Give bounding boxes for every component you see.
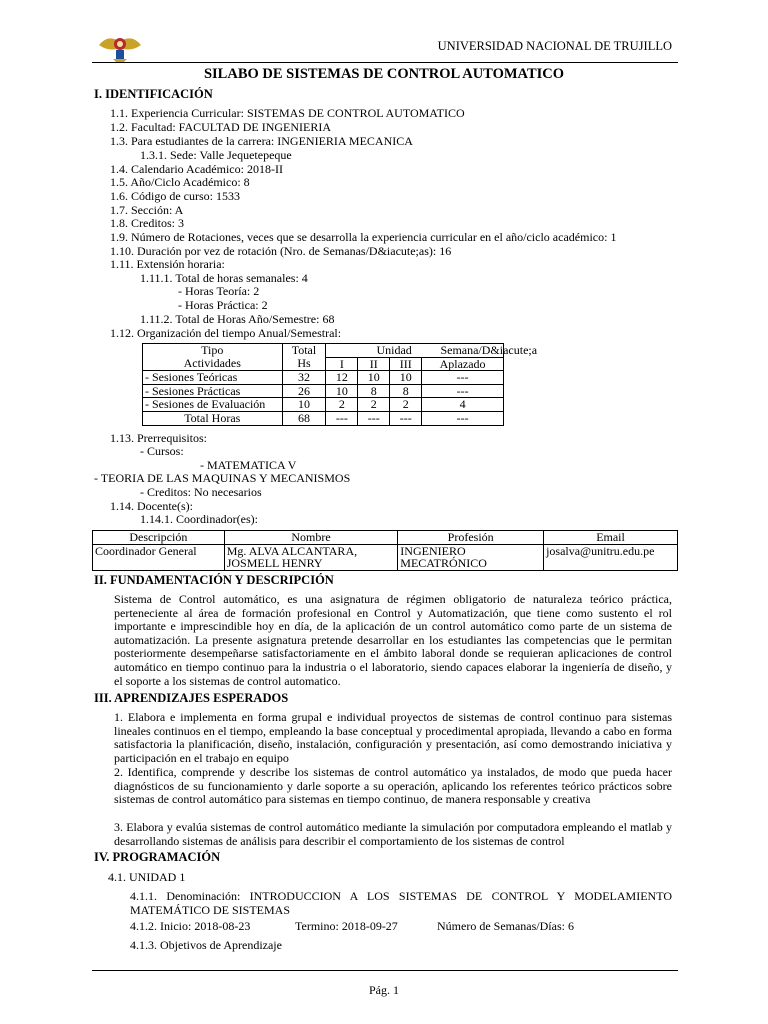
- table-cell: ---: [422, 411, 504, 425]
- table-cell: 2: [358, 398, 390, 412]
- table-header-cell: III: [390, 357, 422, 371]
- table-row: [93, 531, 678, 545]
- table-header-cell: Hs: [282, 357, 326, 371]
- ident-line: - Cursos:: [140, 444, 184, 458]
- ident-line: - Horas Práctica: 2: [178, 298, 268, 312]
- table-cell: 2: [326, 398, 358, 412]
- ident-line: 1.6. Código de curso: 1533: [110, 189, 240, 203]
- ident-line: 1.3.1. Sede: Valle Jequetepeque: [140, 148, 292, 162]
- table-header-cell: Tipo: [143, 344, 283, 358]
- table-header-cell: Aplazado: [422, 357, 504, 371]
- table-row: [143, 344, 504, 358]
- unidad-title: 4.1. UNIDAD 1: [108, 870, 186, 884]
- ident-line: 1.7. Sección: A: [110, 203, 184, 217]
- ident-line: 1.11.2. Total de Horas Año/Semestre: 68: [140, 312, 335, 326]
- section-aprendizajes: III. APRENDIZAJES ESPERADOS: [94, 691, 289, 705]
- table-cell: ---: [422, 371, 504, 385]
- table-row: [143, 398, 504, 412]
- table-cell: Coordinador General: [93, 544, 225, 570]
- table-cell: ---: [326, 411, 358, 425]
- unidad-objetivos: 4.1.3. Objetivos de Aprendizaje: [130, 938, 282, 952]
- table-header-cell: [326, 343, 538, 358]
- table-header-unidad: Unidad: [376, 343, 412, 357]
- coordinator-table: [92, 530, 678, 571]
- table-row: [143, 384, 504, 398]
- ident-line: - TEORIA DE LAS MAQUINAS Y MECANISMOS: [94, 471, 351, 485]
- coordinator-name-line: Mg. ALVA ALCANTARA,: [226, 543, 358, 558]
- page-number: Pág. 1: [369, 983, 399, 997]
- ident-line: 1.8. Creditos: 3: [110, 216, 184, 230]
- unidad-semanas: Número de Semanas/Días: 6: [437, 919, 574, 933]
- table-cell: ---: [390, 411, 422, 425]
- unidad-termino: Termino: 2018-09-27: [295, 919, 398, 933]
- header-divider: [92, 62, 678, 63]
- ident-line: - Creditos: No necesarios: [140, 485, 262, 499]
- coordinator-name-line: JOSMELL HENRY: [226, 556, 323, 571]
- fundamentacion-paragraph: Sistema de Control automático, es una asignatura de régimen obligatorio de naturaleza teórico práctica, perteneciente al área de formación profesional en Control y Automatización, que tiene como sustento el rol importante e imprescindible hoy en día, de la aplicación de un control automático como parte de un sistema de automatización. La presente asignatura pretende desarrollar en los estudiantes las competencias que le permitan posteriormente desempeñarse satisfactoriamente en el ámbito laboral donde se requieran aplicaciones de control automático en tiempo continuo para la industria o el laboratorio, siendo capaces elaborar la ingeniería de diseño, y el soporte a los sistemas de control automatico.: [114, 592, 672, 688]
- unidad-inicio: 4.1.2. Inicio: 2018-08-23: [130, 919, 251, 933]
- table-cell: 68: [282, 411, 326, 425]
- table-cell: - Sesiones Prácticas: [143, 384, 283, 398]
- section-identificacion: I. IDENTIFICACIÓN: [94, 87, 213, 101]
- section-fundamentacion: II. FUNDAMENTACIÓN Y DESCRIPCIÓN: [94, 573, 334, 587]
- time-organization-table: [142, 343, 538, 426]
- ident-line: - Horas Teoría: 2: [178, 284, 260, 298]
- ident-line: 1.3. Para estudiantes de la carrera: INGENIERIA MECANICA: [110, 134, 413, 148]
- table-cell: 10: [326, 384, 358, 398]
- table-cell: 8: [358, 384, 390, 398]
- table-cell: ---: [358, 411, 390, 425]
- table-cell: 4: [422, 398, 504, 412]
- table-cell: 10: [390, 371, 422, 385]
- ident-line: 1.14.1. Coordinador(es):: [140, 512, 258, 526]
- table-header-cell: Descripción: [93, 531, 225, 545]
- table-cell: 12: [326, 371, 358, 385]
- ident-line: - MATEMATICA V: [200, 458, 297, 472]
- ident-line: 1.5. Año/Ciclo Académico: 8: [110, 175, 250, 189]
- table-cell: - Sesiones de Evaluación: [143, 398, 283, 412]
- table-header-cell: Nombre: [224, 531, 398, 545]
- ident-line: 1.11.1. Total de horas semanales: 4: [140, 271, 308, 285]
- footer-divider: [92, 970, 678, 971]
- table-cell: 10: [358, 371, 390, 385]
- table-cell: Total Horas: [143, 411, 283, 425]
- table-cell: 32: [282, 371, 326, 385]
- university-logo-icon: [97, 31, 143, 63]
- table-header-cell: Email: [544, 531, 678, 545]
- table-header-cell: Actividades: [143, 357, 283, 371]
- ident-line: 1.4. Calendario Académico: 2018-II: [110, 162, 283, 176]
- table-row: [143, 357, 504, 371]
- ident-line: 1.1. Experiencia Curricular: SISTEMAS DE CONTROL AUTOMATICO: [110, 106, 465, 120]
- ident-line: 1.2. Facultad: FACULTAD DE INGENIERIA: [110, 120, 332, 134]
- table-cell: [398, 544, 544, 570]
- ident-line: 1.13. Prerrequisitos:: [110, 431, 207, 445]
- aprendizaje-item: 1. Elabora e implementa en forma grupal e individual proyectos de sistemas de control continuo para sistemas lineales continuos en el tiempo, empleando la base conceptual y procedimental apropiada, llevando a cabo en forma satisfactoria la planificación, diseño, instalación, configuración y presentación, así como demostrando iniciativa y participación en el trabajo en equipo: [114, 710, 672, 765]
- table-cell: [224, 544, 398, 570]
- university-name: UNIVERSIDAD NACIONAL DE TRUJILLO: [437, 39, 672, 53]
- table-header-cell: Profesión: [398, 531, 544, 545]
- table-header-cell: Total: [282, 344, 326, 358]
- table-cell: 8: [390, 384, 422, 398]
- table-cell: 26: [282, 384, 326, 398]
- table-header-semana: Semana/D&iacute;a: [440, 343, 538, 357]
- coordinator-profession-line: INGENIERO: [400, 543, 466, 558]
- table-header-cell: I: [326, 357, 358, 371]
- ident-line: 1.10. Duración por vez de rotación (Nro. de Semanas/D&iacute;as): 16: [110, 244, 452, 258]
- document-title: SILABO DE SISTEMAS DE CONTROL AUTOMATICO: [203, 66, 565, 82]
- coordinator-email: josalva@unitru.edu.pe: [544, 544, 678, 570]
- table-row: [93, 544, 678, 570]
- unidad-denominacion: 4.1.1. Denominación: INTRODUCCION A LOS SISTEMAS DE CONTROL Y MODELAMIENTO MATEMÁTICO DE SISTEMAS: [130, 889, 672, 917]
- ident-line: 1.12. Organización del tiempo Anual/Semestral:: [110, 326, 342, 340]
- coordinator-profession-line: MECATRÓNICO: [400, 556, 487, 571]
- table-cell: 2: [390, 398, 422, 412]
- table-cell: 10: [282, 398, 326, 412]
- table-cell: - Sesiones Teóricas: [143, 371, 283, 385]
- table-row: [143, 411, 504, 425]
- section-programacion: IV. PROGRAMACIÓN: [94, 850, 221, 864]
- ident-line: 1.9. Número de Rotaciones, veces que se desarrolla la experiencia curricular en el año/ciclo académico: 1: [110, 230, 617, 244]
- aprendizaje-item: 2. Identifica, comprende y describe los sistemas de control automático ya instalados, de modo que pueda hacer diagnósticos de su funcionamiento y darle soporte a su operación, aplicando los referentes teórico prácticos sobre sistemas de control automático para sistemas en tiempo continuo, de manera responsable y creativa: [114, 765, 672, 807]
- table-row: [143, 371, 504, 385]
- table-cell: ---: [422, 384, 504, 398]
- aprendizaje-item: 3. Elabora y evalúa sistemas de control automático mediante la simulación por computadora empleando el matlab y desarrollando sistemas de análisis para describir el comportamiento de los sistemas de control: [114, 820, 672, 848]
- ident-line: 1.14. Docente(s):: [110, 499, 193, 513]
- ident-line: 1.11. Extensión horaria:: [110, 257, 225, 271]
- table-header-cell: II: [358, 357, 390, 371]
